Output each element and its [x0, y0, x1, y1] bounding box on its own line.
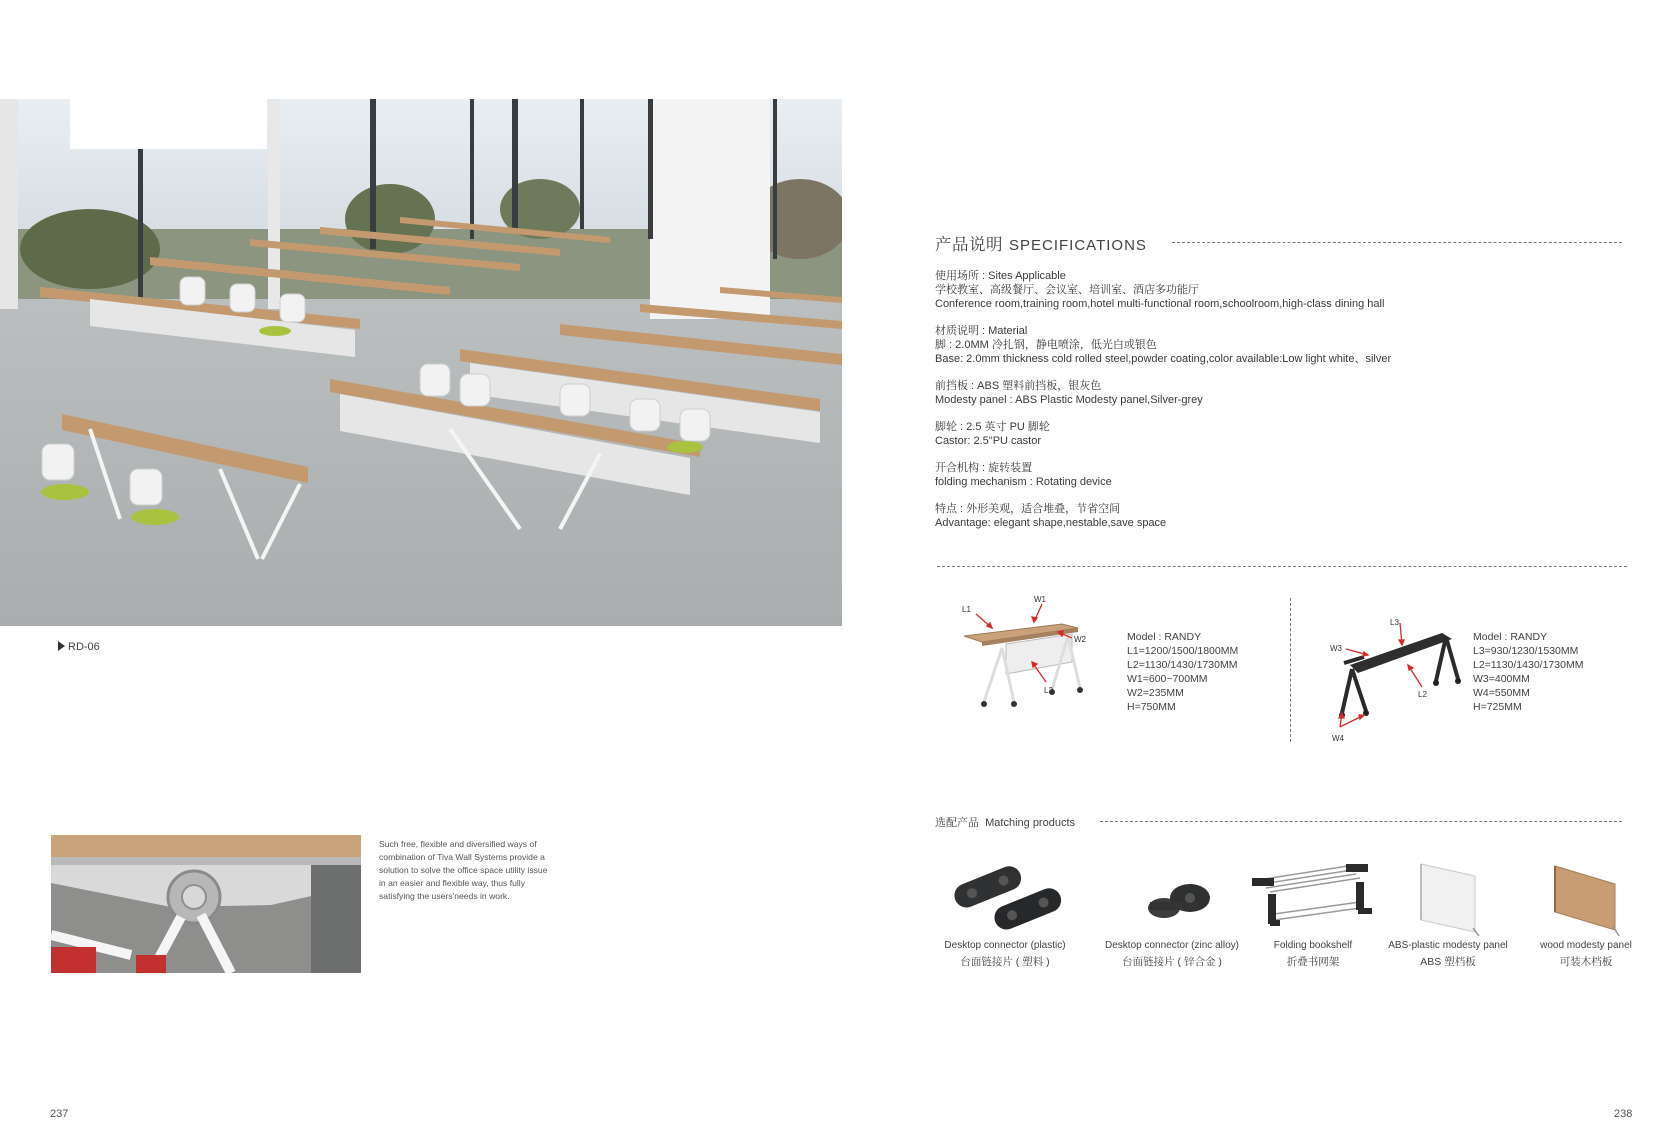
divider: [1172, 242, 1622, 243]
page-number-right: 238: [1614, 1108, 1633, 1120]
model-line: W1=600~700MM: [1127, 673, 1208, 685]
spec-value-zh: 脚 : 2.0MM 冷扎钢，静电喷涂，低光白或银色: [935, 339, 1157, 351]
spec-value-en: Modesty panel : ABS Plastic Modesty panel,Silver-grey: [935, 394, 1203, 406]
classroom-photo: [0, 99, 842, 626]
spec-item-castor: [935, 420, 1575, 448]
spec-heading-en: SPECIFICATIONS: [1009, 237, 1147, 254]
spec-item-folding: [935, 461, 1575, 489]
diagram-label-l1: L1: [962, 605, 971, 614]
model-line: H=725MM: [1473, 701, 1522, 713]
spec-item-material: [935, 324, 1575, 366]
diagram-label-w4: W4: [1332, 734, 1344, 743]
spec-value-en: folding mechanism : Rotating device: [935, 476, 1112, 488]
spec-item-modesty-panel: [935, 379, 1575, 407]
diagram-label-l2: L2: [1044, 686, 1053, 695]
matching-heading-en: Matching products: [985, 817, 1076, 829]
model-line: H=750MM: [1127, 701, 1176, 713]
diagram-label-l2: L2: [1418, 690, 1427, 699]
folding-bookshelf-image: [1248, 858, 1378, 936]
spec-value-en: Conference room,training room,hotel multi-functional room,schoolroom,high-class dining hall: [935, 298, 1385, 310]
diagram-label-w1: W1: [1034, 595, 1046, 604]
diagram-label-w3: W3: [1330, 644, 1342, 653]
product-name-zh: 可装木档板: [1559, 956, 1613, 968]
diagram-label-l3: L3: [1390, 618, 1399, 627]
play-triangle-icon: [58, 641, 65, 651]
hinge-detail-photo: [51, 835, 361, 973]
table-dimension-diagram: [962, 592, 1132, 727]
product-name-en: Desktop connector (plastic): [944, 940, 1066, 951]
spec-value-en: Base: 2.0mm thickness cold rolled steel,powder coating,color available:Low light white、silver: [935, 353, 1392, 365]
spec-label: 特点 : 外形美观，适合堆叠，节省空间: [935, 503, 1121, 515]
model-line: Model : RANDY: [1473, 631, 1548, 643]
photo-label-box: [70, 99, 267, 149]
spec-label: 前挡板 : ABS 塑料前挡板，银灰色: [935, 380, 1102, 392]
plastic-connector-image: [945, 858, 1065, 936]
model-line: L2=1130/1430/1730MM: [1127, 659, 1238, 671]
model-specs-right: [1473, 630, 1583, 714]
product-wood-modesty-panel: [1528, 858, 1644, 969]
model-line: W2=235MM: [1127, 687, 1184, 699]
frame-dimension-diagram: [1330, 617, 1480, 747]
model-line: W3=400MM: [1473, 673, 1530, 685]
product-abs-modesty-panel: [1378, 858, 1518, 969]
product-zinc-connector: [1092, 858, 1252, 969]
model-code-text: RD-06: [68, 641, 100, 653]
spec-value-zh: 学校教室、高级餐厅、会议室、培训室、酒店多功能厅: [935, 284, 1199, 296]
matching-heading: [935, 814, 1075, 830]
detail-description: Such free, flexible and diversified ways of combination of Tiva Wall Systems provide a solution to solve the office space utility issue in an easier and flexible way, thus fully satisfying the users'needs in work.: [379, 839, 548, 901]
spec-label: 使用场所 : Sites Applicable: [935, 270, 1066, 282]
spec-value-en: Castor: 2.5"PU castor: [935, 435, 1041, 447]
product-name-zh: 台面链接片 ( 塑料 ): [960, 956, 1050, 968]
model-specs-left: [1127, 630, 1238, 714]
product-name-en: ABS-plastic modesty panel: [1388, 940, 1508, 951]
spec-heading: [935, 231, 1147, 255]
model-line: L3=930/1230/1530MM: [1473, 645, 1579, 657]
spec-item-sites: [935, 269, 1575, 311]
divider: [937, 566, 1627, 567]
model-line: L1=1200/1500/1800MM: [1127, 645, 1239, 657]
vertical-divider: [1290, 598, 1291, 742]
page-number-left: 237: [50, 1108, 69, 1120]
product-name-zh: 折叠书网架: [1286, 956, 1340, 968]
zinc-connector-image: [1112, 858, 1232, 936]
model-line: L2=1130/1430/1730MM: [1473, 659, 1584, 671]
diagram-label-w2: W2: [1074, 635, 1086, 644]
product-name-en: wood modesty panel: [1540, 940, 1632, 951]
model-code: [58, 641, 100, 653]
spec-label: 材质说明 : Material: [935, 325, 1028, 337]
product-name-zh: 台面链接片 ( 锌合金 ): [1122, 956, 1222, 968]
spec-list: [935, 269, 1575, 543]
product-folding-bookshelf: [1248, 858, 1378, 969]
product-name-en: Desktop connector (zinc alloy): [1105, 940, 1239, 951]
product-plastic-connector: [930, 858, 1080, 969]
spec-label: 开合机构 : 旋转装置: [935, 462, 1033, 474]
spec-label: 脚轮 : 2.5 英寸 PU 脚轮: [935, 421, 1050, 433]
product-name-zh: ABS 塑档板: [1420, 956, 1476, 968]
matching-heading-zh: 选配产品: [935, 817, 979, 829]
spec-value-en: Advantage: elegant shape,nestable,save space: [935, 517, 1167, 529]
model-line: W4=550MM: [1473, 687, 1530, 699]
product-name-en: Folding bookshelf: [1273, 940, 1353, 951]
spec-item-advantage: [935, 502, 1575, 530]
abs-panel-image: [1403, 858, 1493, 936]
wood-panel-image: [1541, 858, 1631, 936]
model-line: Model : RANDY: [1127, 631, 1202, 643]
divider: [1100, 821, 1622, 822]
spec-heading-zh: 产品说明: [935, 236, 1003, 254]
